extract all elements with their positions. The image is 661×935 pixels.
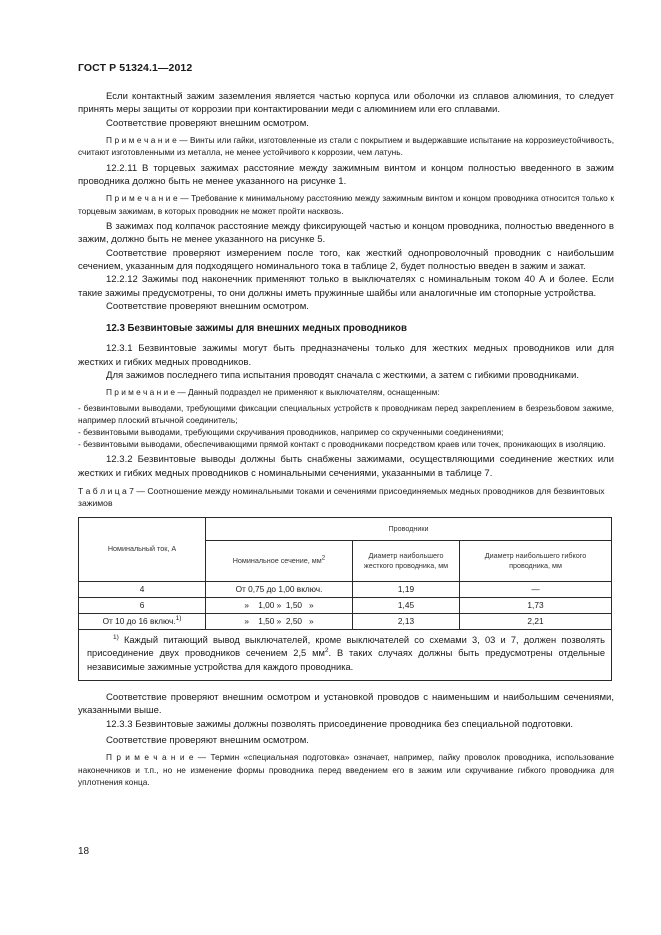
cell-current: 6	[79, 598, 206, 614]
table-row	[79, 582, 612, 598]
header-current: Номинальный ток, А	[79, 518, 206, 582]
paragraph: 12.2.11 В торцевых зажимах расстояние между зажимным винтом и концом полностью введенного в зажим проводника должно быть не менее указанного на рисунке 1.	[78, 162, 614, 188]
cell-section: От 0,75 до 1,00 включ.	[206, 582, 353, 598]
note-list-item: - безвинтовыми выводами, требующими скручивания проводников, например со скрученными соединениями;	[78, 426, 504, 437]
paragraph: 12.3.2 Безвинтовые выводы должны быть снабжены зажимами, осуществляющими соединение жестких или жестких и гибких медных проводников с номинальными сечениями, указанными в таблице 7.	[78, 454, 614, 479]
cell-flex: 2,21	[460, 614, 612, 630]
note-text: — Винты или гайки, изготовленные из стали с покрытием и выдержавшие испытание на коррозиеустойчивость, считают изготовленными из металла, не менее устойчивого к коррозии, чем латунь.	[78, 135, 614, 158]
paragraph: Для зажимов последнего типа испытания проводят сначала с жесткими, а затем с гибкими проводниками.	[106, 369, 579, 381]
cell-section: » 1,00 » 1,50 »	[206, 598, 353, 614]
paragraph: В зажимах под колпачок расстояние между фиксирующей частью и концом проводника, полностью введенного в зажим, должно быть не менее указанного на рисунке 5.	[78, 220, 614, 246]
table-caption-text: — Соотношение между номинальными токами и сечениями присоединяемых медных проводников для безвинтовых зажимов	[78, 486, 605, 508]
paragraph: Соответствие проверяют внешним осмотром и установкой проводов с наименьшим и наибольшим сечениями, указанными выше.	[78, 691, 614, 717]
paragraph: Соответствие проверяют измерением после того, как жесткий однопроволочный проводник с наибольшим сечением, указанным для подходящего номинального тока в таблице 2, будет полностью введен в зажим и зажат.	[78, 247, 614, 273]
note-label: П р и м е ч а н и е	[106, 135, 177, 146]
paragraph: 12.2.12 Зажимы под наконечник применяют только в выключателях с номинальным током 40 А и более. Если такие зажимы предусмотрены, то они должны иметь пружинные шайбы или аналогичные им стопорные устройства.	[78, 274, 614, 299]
cell-flex: 1,73	[460, 598, 612, 614]
paragraph: Соответствие проверяют внешним осмотром.	[106, 117, 309, 129]
table-footnote: $^{1)}$ Каждый питающий вывод выключателей, кроме выключателей со схемами 3, 03 и 7, должен позволять присоединение двух проводников сечением 2,5 $мм^2$. В таких случаях должны быть предусмотрены отдельные независимые зажимные устройства для каждого проводника.	[79, 630, 612, 681]
table-row	[79, 598, 612, 614]
note	[78, 192, 614, 216]
cell-current: От 10 до 16 включ.$^{1)}$	[79, 614, 206, 630]
header-conductors: Проводники	[206, 518, 612, 541]
header-section: Номинальное сечение, $мм^2$	[206, 541, 353, 582]
cell-rigid: 1,19	[353, 582, 460, 598]
note	[78, 134, 614, 158]
cell-current: 4	[79, 582, 206, 598]
header-rigid-diameter: Диаметр наибольшего жесткого проводника, мм	[353, 541, 460, 582]
note-list-item: - безвинтовыми выводами, обеспечивающими прямой контакт с проводниками посредством краев или точек, проникающих в изоляцию.	[78, 439, 606, 450]
page-number: 18	[78, 846, 90, 857]
table-7	[78, 517, 612, 681]
paragraph: 12.3.1 Безвинтовые зажимы могут быть предназначены только для жестких медных проводников или для жестких и гибких медных проводников.	[78, 343, 614, 368]
note-label: П р и м е ч а н и е	[106, 387, 176, 398]
cell-rigid: 1,45	[353, 598, 460, 614]
table-row	[79, 614, 612, 630]
document-body	[78, 90, 614, 791]
cell-flex: —	[460, 582, 612, 598]
note-list-item: - безвинтовыми выводами, требующими фиксации специальных устройств к проводникам перед закреплением в безрезьбовом зажиме, например плоский втычной соединитель;	[78, 402, 614, 425]
note-text: — Требование к минимальному расстоянию между зажимным винтом и концом проводника относится только к торцевым зажимам, в которых проводник не может пройти насквозь.	[78, 193, 615, 216]
paragraph: Соответствие проверяют внешним осмотром.	[106, 301, 309, 313]
note	[78, 386, 614, 398]
table-caption	[78, 486, 614, 509]
paragraph: 12.3.3 Безвинтовые зажимы должны позволять присоединение проводника без специальной подготовки.	[106, 718, 574, 730]
cell-section: » 1,50 » 2,50 »	[206, 614, 353, 630]
section-title: 12.3 Безвинтовые зажимы для внешних медных проводников	[106, 322, 407, 334]
paragraph: Если контактный зажим заземления является частью корпуса или оболочки из сплавов алюминия, то следует принять меры защиты от коррозии при контактировании меди с алюминием или его сплавами.	[78, 91, 614, 116]
header-flex-diameter: Диаметр наибольшего гибкого проводника, мм	[460, 541, 612, 582]
table-caption-label: Т а б л и ц а 7	[78, 486, 134, 497]
note	[78, 751, 614, 788]
cell-rigid: 2,13	[353, 614, 460, 630]
note-label: П р и м е ч а н и е	[106, 193, 178, 204]
note-text: — Данный подраздел не применяют к выключателям, оснащенным:	[175, 387, 440, 398]
paragraph: Соответствие проверяют внешним осмотром.	[106, 734, 309, 746]
note-label: П р и м е ч а н и е	[106, 752, 194, 763]
document-header: ГОСТ Р 51324.1—2012	[78, 62, 193, 74]
note-text: — Термин «специальная подготовка» означает, например, пайку проволок проводника, использование наконечников и т.п., но не изменение формы проводника перед введением его в зажим или скручивание гибкого проводника для уплотнения конца.	[78, 752, 614, 787]
